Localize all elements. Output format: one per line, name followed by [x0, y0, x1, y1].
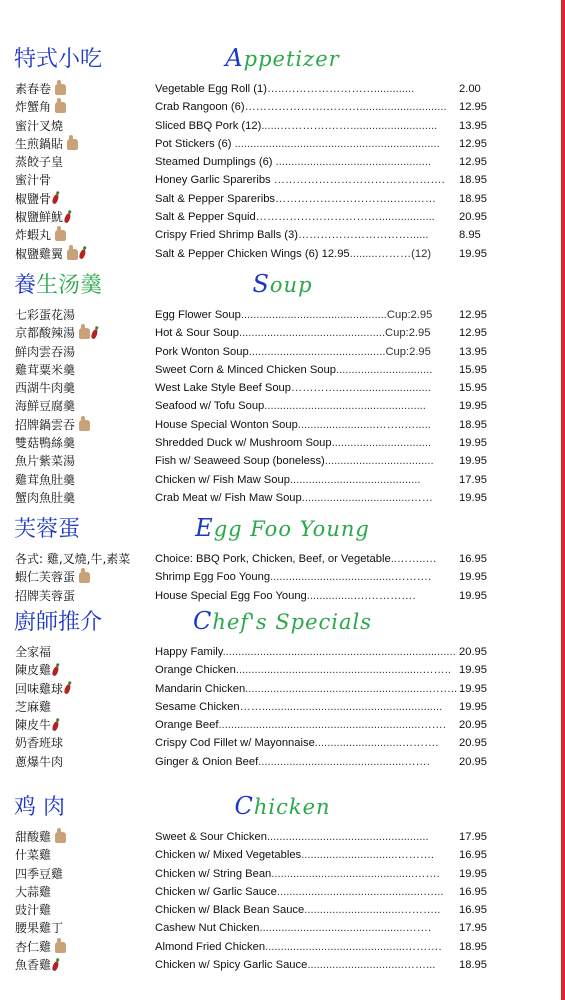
item-price: 18.95	[459, 959, 487, 972]
item-english-name	[155, 901, 440, 919]
item-dot-leader: ……..........................................................	[239, 700, 443, 713]
thumbs-up-icon	[67, 139, 78, 150]
item-dot-leader: …..…………………….............	[266, 83, 415, 95]
section-title-initial: C	[192, 607, 213, 635]
chili-pepper-icon	[63, 684, 71, 695]
item-name-text: Salt & Pepper Squid	[155, 211, 256, 224]
item-english-name	[155, 208, 435, 226]
item-dot-leader: ...............................	[335, 363, 433, 376]
item-dot-leader: ....................................................	[264, 400, 426, 413]
section-title-initial: A	[225, 44, 244, 72]
menu-item-row	[0, 643, 560, 661]
item-name-text: Egg Flower Soup	[155, 309, 241, 321]
menu-item-row	[0, 153, 560, 171]
item-price: 18.95	[459, 192, 487, 205]
section-title-initial: S	[252, 270, 270, 298]
section-title-english	[0, 792, 565, 820]
menu-item-row	[0, 587, 560, 605]
menu-item-row	[0, 226, 560, 244]
menu-item-row	[0, 734, 560, 752]
item-price: 19.95	[459, 700, 487, 713]
thumbs-up-icon	[79, 328, 90, 339]
item-dot-leader: ............................................................……..	[235, 664, 451, 677]
item-dot-leader: ...............................……….	[301, 849, 435, 862]
menu-item-row	[0, 306, 560, 324]
item-price: 18.95	[459, 940, 487, 953]
item-dot-leader: ...........................................................................	[222, 646, 456, 658]
item-price: 15.95	[459, 363, 487, 376]
item-name-text: Crispy Cod Fillet w/ Mayonnaise	[155, 737, 315, 750]
right-border-line	[561, 0, 565, 1000]
section-title-chinese-part: 芙蓉蛋	[14, 517, 81, 542]
item-name-text: Choice: BBQ Pork, Chicken, Beef, or Vegetable	[155, 553, 391, 565]
item-name-text: Pork Wonton Soup	[155, 345, 249, 358]
item-price: 12.95	[459, 137, 487, 150]
item-dot-leader: ............................……….	[314, 737, 439, 750]
item-english-name	[155, 919, 431, 937]
item-english-name	[155, 98, 447, 116]
item-name-text: Salt & Pepper Spareribs	[155, 192, 276, 205]
item-chinese-name: 大蒜雞	[15, 884, 52, 899]
item-price: 19.95	[459, 491, 487, 504]
section-title-chinese-part: 鸡 肉	[14, 795, 65, 820]
item-dot-leader: ....................................................	[266, 831, 429, 843]
item-chinese-name: 雞茸粟米羹	[15, 362, 76, 377]
item-name-text: Crispy Fried Shrimp Balls (3)	[155, 229, 298, 242]
item-chinese-name: 七彩蛋花湯	[15, 308, 76, 322]
item-chinese-name: 蜜汁骨	[15, 173, 52, 188]
item-dot-leader: ………………….………............................	[244, 101, 447, 114]
item-name-text: Chicken w/ String Bean	[155, 867, 272, 880]
item-name-text: Orange Beef	[155, 719, 219, 732]
menu-item-row	[0, 716, 560, 734]
menu-item-row	[0, 680, 560, 698]
item-name-text: Sweet & Sour Chicken	[155, 831, 267, 843]
menu-item-row	[0, 901, 560, 919]
item-chinese-name: 陳皮牛	[15, 716, 58, 734]
item-name-text: Sliced BBQ Pork (12)	[155, 119, 262, 132]
item-dot-leader: .........................……..….....	[297, 418, 431, 431]
menu-item-row	[0, 938, 560, 956]
menu-section	[0, 42, 560, 263]
item-english-name	[155, 171, 445, 189]
item-chinese-name: 鮮肉雲吞湯	[15, 344, 76, 359]
item-dot-leader: ...............................................…….	[258, 755, 430, 768]
item-chinese-name: 蜜汁叉燒	[15, 118, 64, 133]
menu-item-row	[0, 753, 560, 771]
item-price: 13.95	[459, 119, 487, 132]
menu-item-row	[0, 865, 560, 883]
menu-item-row	[0, 343, 560, 361]
item-chinese-name: 四季豆雞	[15, 866, 64, 881]
item-chinese-name: 芝麻雞	[15, 699, 52, 714]
section-header	[0, 268, 560, 306]
item-name-text: Chicken w/ Black Bean Sauce	[155, 904, 305, 917]
item-chinese-name: 雞茸魚肚羹	[15, 472, 76, 487]
section-title-chinese-part: 廚師推介	[14, 610, 103, 635]
menu-section	[0, 790, 560, 974]
item-name-text: Honey Garlic Spareribs	[155, 174, 271, 187]
item-chinese-name: 魚片紫菜湯	[15, 454, 76, 469]
item-name-text: House Special Wonton Soup	[155, 418, 298, 431]
item-name-text: Seafood w/ Tofu Soup	[155, 400, 265, 413]
item-price: 2.00	[459, 83, 481, 95]
item-dot-leader: .............................................……….	[265, 940, 442, 953]
item-english-name	[155, 190, 436, 208]
menu-item-row	[0, 489, 560, 507]
item-price: 16.95	[459, 904, 487, 917]
item-chinese-name: 椒鹽骨	[15, 190, 58, 208]
item-chinese-name: 陳皮雞	[15, 661, 58, 679]
section-title-initial: C	[234, 792, 254, 820]
section-title-english	[0, 270, 565, 298]
item-name-text: Orange Chicken	[155, 664, 236, 677]
item-chinese-name: 什菜雞	[15, 848, 52, 863]
menu-item-row	[0, 80, 560, 98]
thumbs-up-icon	[55, 230, 66, 241]
menu-item-row	[0, 434, 560, 452]
menu-item-row	[0, 550, 560, 568]
item-english-name	[155, 643, 456, 661]
item-name-text: Mandarin Chicken	[155, 682, 246, 695]
item-chinese-name: 炸蟹角	[15, 98, 66, 116]
menu-item-row	[0, 379, 560, 397]
chili-pepper-icon	[51, 194, 59, 205]
item-price: 19.95	[459, 400, 487, 413]
item-dot-leader: .................................................................…….	[218, 719, 446, 732]
item-price: 12.95	[459, 327, 487, 340]
item-english-name	[155, 416, 431, 434]
item-english-name	[155, 471, 420, 489]
item-english-name	[155, 938, 442, 956]
item-dot-leader: …………………………......	[297, 229, 429, 242]
item-chinese-name: 招牌芙蓉蛋	[15, 588, 76, 603]
item-english-name	[155, 117, 437, 135]
item-dot-leader: ...................................……	[301, 491, 433, 504]
menu-item-row	[0, 190, 560, 208]
menu-item-row	[0, 568, 560, 586]
item-dot-leader: ..........................................	[289, 473, 421, 486]
chili-pepper-icon	[51, 960, 59, 971]
item-name-text: Chicken w/ Fish Maw Soup	[155, 473, 290, 486]
item-dot-leader: ...................................	[324, 455, 434, 468]
menu-item-row	[0, 245, 560, 263]
item-english-name	[155, 716, 446, 734]
section-header	[0, 790, 560, 828]
item-dot-leader: .........………(12)	[349, 247, 432, 260]
item-english-name	[155, 343, 431, 361]
item-english-name	[155, 397, 426, 415]
menu-item-row	[0, 135, 560, 153]
item-name-text: Shrimp Egg Foo Young	[155, 571, 271, 584]
item-name-text: Hot & Sour Soup	[155, 327, 239, 340]
item-chinese-name: 京都酸辣湯	[15, 324, 97, 342]
item-dot-leader: …………………………..…...……	[275, 192, 437, 205]
item-price: 13.95	[459, 345, 487, 358]
section-title-rest: hicken	[253, 795, 331, 819]
item-english-name	[155, 245, 431, 263]
item-name-text: West Lake Style Beef Soup	[155, 382, 291, 395]
item-chinese-name: 蒸餃子皇	[15, 155, 64, 170]
menu-item-row	[0, 471, 560, 489]
item-price: 20.95	[459, 719, 487, 732]
item-dot-leader: ...............................………..	[304, 904, 441, 917]
thumbs-up-icon	[55, 832, 66, 843]
menu-item-row	[0, 397, 560, 415]
item-chinese-name: 蝦仁芙蓉蛋	[15, 568, 90, 586]
item-price: 18.95	[459, 174, 487, 187]
item-chinese-name: 素春卷	[15, 80, 66, 98]
item-price: 19.95	[459, 571, 487, 584]
item-price: 16.95	[459, 885, 487, 898]
item-dot-leader: ..................................................................	[231, 137, 440, 150]
item-price: 20.95	[459, 755, 487, 768]
item-dot-leader: …………...…........................	[291, 382, 431, 395]
menu-section	[0, 605, 560, 771]
item-english-name	[155, 828, 429, 846]
menu-item-row	[0, 324, 560, 342]
item-price: 19.95	[459, 455, 487, 468]
item-name-text: House Special Egg Foo Young	[155, 589, 307, 602]
item-name-text: Almond Fried Chicken	[155, 940, 266, 953]
thumbs-up-icon	[67, 249, 78, 260]
item-english-name	[155, 135, 440, 153]
item-chinese-name: 奶香班球	[15, 736, 64, 751]
menu-item-row	[0, 956, 560, 974]
item-name-text: Sweet Corn & Minced Chicken Soup	[155, 363, 336, 376]
item-dot-leader: ...............................................Cup:2.95	[240, 309, 433, 321]
item-dot-leader: ........................................……….	[270, 571, 432, 584]
menu-item-row	[0, 883, 560, 901]
item-price: 20.95	[459, 646, 487, 658]
item-price: 8.95	[459, 229, 481, 242]
chili-pepper-icon	[78, 249, 86, 260]
item-english-name	[155, 698, 442, 716]
item-english-name	[155, 153, 431, 171]
item-chinese-name: 招牌鍋雲吞	[15, 416, 90, 434]
item-english-name	[155, 324, 430, 342]
menu-item-row	[0, 828, 560, 846]
item-dot-leader: ...............................................Cup:2.95	[238, 327, 431, 340]
item-chinese-name: 各式: 雞,叉燒,牛,素菜	[15, 552, 131, 566]
item-chinese-name: 全家福	[15, 645, 52, 659]
item-name-text: Steamed Dumplings (6)	[155, 156, 273, 169]
item-english-name	[155, 883, 443, 901]
item-dot-leader: ...............................................…….	[259, 922, 432, 935]
section-title-rest: oup	[269, 273, 313, 297]
item-english-name	[155, 661, 451, 679]
section-header	[0, 42, 560, 80]
item-price: 19.95	[459, 247, 487, 260]
section-title-english	[0, 44, 565, 72]
item-price: 15.95	[459, 382, 487, 395]
item-name-text: Fish w/ Seaweed Soup (boneless)	[155, 455, 325, 468]
section-header	[0, 605, 560, 643]
item-dot-leader: ..............................................…….	[271, 867, 440, 880]
item-chinese-name: 炸蝦丸	[15, 226, 66, 244]
item-name-text: Sesame Chicken	[155, 700, 240, 713]
section-title-rest: gg Foo Young	[213, 517, 370, 541]
item-chinese-name: 豉汁雞	[15, 903, 52, 918]
item-price: 19.95	[459, 589, 487, 602]
item-price: 18.95	[459, 418, 487, 431]
item-dot-leader: ...............................……...	[307, 959, 436, 972]
menu-item-row	[0, 171, 560, 189]
item-dot-leader: ................................	[331, 437, 432, 450]
item-dot-leader: ..……..…	[390, 553, 437, 565]
item-english-name	[155, 587, 416, 605]
section-title-chinese-part: 生汤羹	[36, 273, 103, 298]
item-price: 20.95	[459, 737, 487, 750]
item-english-name	[155, 489, 433, 507]
item-chinese-name: 腰果雞丁	[15, 921, 64, 936]
section-title-chinese-part: 養	[14, 273, 37, 298]
item-chinese-name: 魚香雞	[15, 956, 58, 974]
item-name-text: Ginger & Onion Beef	[155, 755, 259, 768]
item-price: 16.95	[459, 553, 487, 565]
item-chinese-name: 回味雞球	[15, 680, 70, 698]
thumbs-up-icon	[79, 572, 90, 583]
item-dot-leader: ...............................................…...	[276, 885, 444, 898]
item-price: 19.95	[459, 437, 487, 450]
menu-section	[0, 512, 560, 605]
item-price: 19.95	[459, 664, 487, 677]
section-title-rest: hef's Specials	[212, 610, 373, 634]
item-english-name	[155, 956, 435, 974]
item-name-text: Chicken w/ Mixed Vegetables	[155, 849, 302, 862]
menu-item-row	[0, 846, 560, 864]
item-chinese-name: 雙菇鴨絲羹	[15, 436, 76, 451]
item-price: 12.95	[459, 101, 487, 114]
thumbs-up-icon	[79, 420, 90, 431]
section-title-english	[0, 607, 565, 635]
item-name-text: Shredded Duck w/ Mushroom Soup	[155, 437, 332, 450]
thumbs-up-icon	[55, 84, 66, 95]
menu-item-row	[0, 117, 560, 135]
item-chinese-name: 生煎鍋貼	[15, 135, 78, 153]
item-english-name	[155, 226, 429, 244]
item-price: 17.95	[459, 922, 487, 935]
menu-item-row	[0, 361, 560, 379]
section-header	[0, 512, 560, 550]
item-dot-leader: ...............….………….	[306, 589, 416, 602]
item-name-text: Pot Stickers (6)	[155, 137, 232, 150]
chili-pepper-icon	[51, 665, 59, 676]
item-price: 12.95	[459, 309, 487, 321]
item-name-text: Happy Family	[155, 646, 223, 658]
item-name-text: Salt & Pepper Chicken Wings (6) 12.95	[155, 247, 350, 260]
item-english-name	[155, 306, 432, 324]
thumbs-up-icon	[55, 942, 66, 953]
item-name-text: Vegetable Egg Roll (1)	[155, 83, 267, 95]
item-english-name	[155, 680, 457, 698]
chili-pepper-icon	[90, 328, 98, 339]
item-chinese-name: 椒鹽雞翼	[15, 245, 85, 263]
chili-pepper-icon	[63, 212, 71, 223]
item-english-name	[155, 865, 440, 883]
item-name-text: Cashew Nut Chicken	[155, 922, 260, 935]
item-chinese-name: 杏仁雞	[15, 938, 66, 956]
item-english-name	[155, 361, 432, 379]
item-chinese-name: 椒鹽鮮魷	[15, 208, 70, 226]
item-chinese-name: 海鮮豆腐羹	[15, 399, 76, 414]
thumbs-up-icon	[55, 102, 66, 113]
item-dot-leader: ...........................................................……..	[245, 682, 458, 695]
item-price: 16.95	[459, 849, 487, 862]
item-price: 19.95	[459, 867, 487, 880]
item-dot-leader: ……………………………………….	[270, 174, 445, 187]
menu-item-row	[0, 208, 560, 226]
item-english-name	[155, 846, 434, 864]
chili-pepper-icon	[51, 720, 59, 731]
section-title-chinese-part: 特式小吃	[14, 47, 103, 72]
item-price: 12.95	[459, 156, 487, 169]
section-title-rest: ppetizer	[243, 47, 340, 71]
item-english-name	[155, 80, 414, 98]
menu-item-row	[0, 416, 560, 434]
item-english-name	[155, 550, 437, 568]
menu-item-row	[0, 661, 560, 679]
menu-item-row	[0, 452, 560, 470]
menu-section	[0, 268, 560, 507]
item-name-text: Chicken w/ Garlic Sauce	[155, 885, 277, 898]
item-chinese-name: 甜酸雞	[15, 828, 66, 846]
item-price: 19.95	[459, 682, 487, 695]
item-dot-leader: ............................................Cup:2.95	[248, 345, 431, 358]
item-chinese-name: 蔥爆牛肉	[15, 754, 64, 769]
item-name-text: Crab Rangoon (6)	[155, 101, 245, 114]
item-english-name	[155, 753, 430, 771]
item-english-name	[155, 379, 431, 397]
item-english-name	[155, 568, 431, 586]
menu-item-row	[0, 698, 560, 716]
item-english-name	[155, 734, 439, 752]
item-name-text: Crab Meat w/ Fish Maw Soup	[155, 491, 302, 504]
item-chinese-name: 西湖牛肉羹	[15, 381, 76, 396]
item-chinese-name: 蟹肉魚肚羹	[15, 490, 76, 505]
item-english-name	[155, 434, 431, 452]
item-dot-leader: ......………….……............................	[261, 119, 438, 132]
item-dot-leader: ..................................................	[272, 156, 432, 169]
item-name-text: Chicken w/ Spicy Garlic Sauce	[155, 959, 308, 972]
section-title-initial: E	[195, 514, 214, 542]
section-title-english	[0, 514, 565, 542]
item-price: 20.95	[459, 211, 487, 224]
item-price: 17.95	[459, 831, 487, 843]
menu-item-row	[0, 919, 560, 937]
item-dot-leader: ……………………………..................	[255, 211, 435, 224]
item-english-name	[155, 452, 434, 470]
menu-item-row	[0, 98, 560, 116]
item-price: 17.95	[459, 473, 487, 486]
